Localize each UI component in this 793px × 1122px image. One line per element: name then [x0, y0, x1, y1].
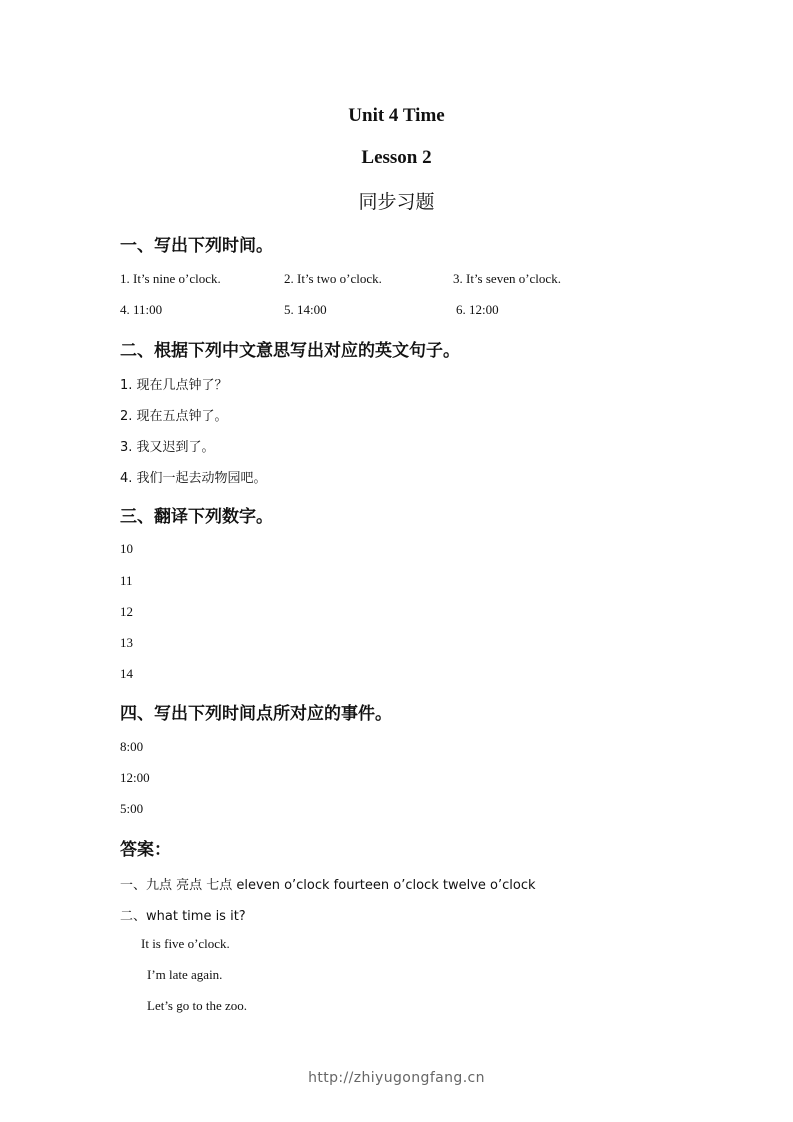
section1-heading: 一、写出下列时间。 [120, 236, 273, 256]
section1-item: 4. 11:00 [120, 302, 163, 317]
footer-url[interactable]: http://zhiyugongfang.cn [308, 1070, 485, 1086]
section4-item: 12:00 [120, 770, 150, 785]
section1-item: 5. 14:00 [284, 302, 327, 317]
section2-item: 3. 我又迟到了。 [120, 440, 215, 455]
section2-item: 4. 我们一起去动物园吧。 [120, 471, 267, 486]
answers-heading: 答案： [120, 840, 171, 860]
section3-item: 11 [120, 573, 133, 588]
section2-heading: 二、根据下列中文意思写出对应的英文句子。 [120, 341, 460, 361]
answer-line: It is five o’clock. [141, 936, 230, 951]
section3-item: 13 [120, 635, 133, 650]
section1-item: 2. It’s two o’clock. [284, 271, 382, 286]
section4-item: 8:00 [120, 739, 144, 754]
page-subtitle: 同步习题 [358, 191, 435, 213]
section3-item: 14 [120, 666, 133, 681]
answer-line: 二、what time is it? [120, 909, 246, 924]
section4-item: 5:00 [120, 801, 144, 816]
section3-item: 12 [120, 604, 133, 619]
answer-line: Let’s go to the zoo. [147, 998, 248, 1013]
section2-item: 2. 现在五点钟了。 [120, 409, 228, 424]
section2-item: 1. 现在几点钟了？ [120, 378, 228, 393]
section3-item: 10 [120, 541, 133, 556]
lesson-title: Lesson 2 [361, 147, 432, 168]
section4-heading: 四、写出下列时间点所对应的事件。 [120, 704, 392, 724]
section1-item: 1. It’s nine o’clock. [120, 271, 221, 286]
page-title: Unit 4 Time [348, 105, 445, 126]
section1-item: 6. 12:00 [456, 302, 499, 317]
answer-line: 一、九点 亮点 七点 eleven o’clock fourteen o’clock twelve o’clock [120, 878, 536, 893]
section3-heading: 三、翻译下列数字。 [120, 507, 273, 527]
answer-line: I’m late again. [147, 967, 223, 982]
section1-item: 3. It’s seven o’clock. [453, 271, 561, 286]
